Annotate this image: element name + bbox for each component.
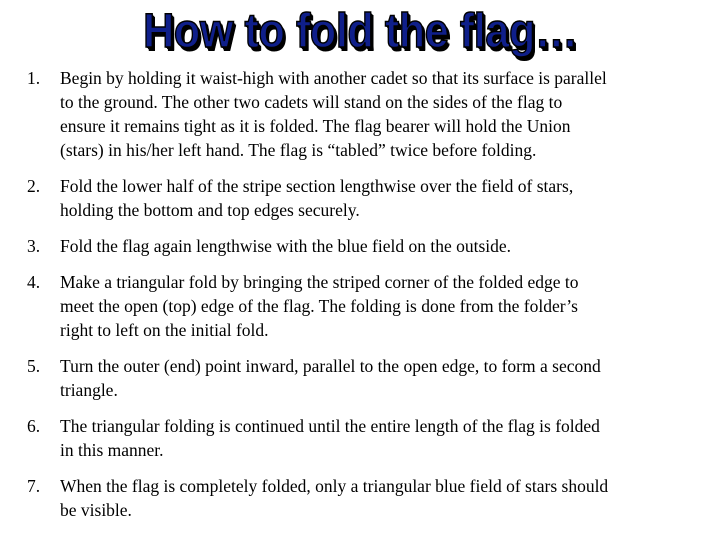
- step-number: 3.: [27, 236, 41, 256]
- step-number: 2.: [27, 176, 41, 196]
- step-number: 6.: [27, 416, 41, 436]
- step-text: Make a triangular fold by bringing the striped corner of the folded edge to meet the open (top) edge of the flag. The folding is done from the folder’s right to left on the initial fold.: [60, 272, 579, 340]
- step-number: 4.: [27, 272, 41, 292]
- step-number: 7.: [27, 476, 41, 496]
- step-number: 1.: [27, 68, 41, 88]
- step-text: Turn the outer (end) point inward, parallel to the open edge, to form a second triangle.: [60, 356, 601, 400]
- step-text: Fold the lower half of the stripe section lengthwise over the field of stars, holding the bottom and top edges securely.: [60, 176, 574, 220]
- step-text: When the flag is completely folded, only a triangular blue field of stars should be visible.: [60, 476, 609, 520]
- step-number: 5.: [27, 356, 41, 376]
- step-text: Begin by holding it waist-high with another cadet so that its surface is parallel to the ground. The other two cadets will stand on the sides of the flag to ensure it remains tight as it is folded. The flag bearer will hold the Union (stars) in his/her left hand. The flag is “tabled” twice before folding.: [60, 68, 607, 160]
- step-text: Fold the flag again lengthwise with the blue field on the outside.: [60, 236, 512, 256]
- page-title: How to fold the flag…: [142, 5, 578, 58]
- step-text: The triangular folding is continued until the entire length of the flag is folded in this manner.: [60, 416, 600, 460]
